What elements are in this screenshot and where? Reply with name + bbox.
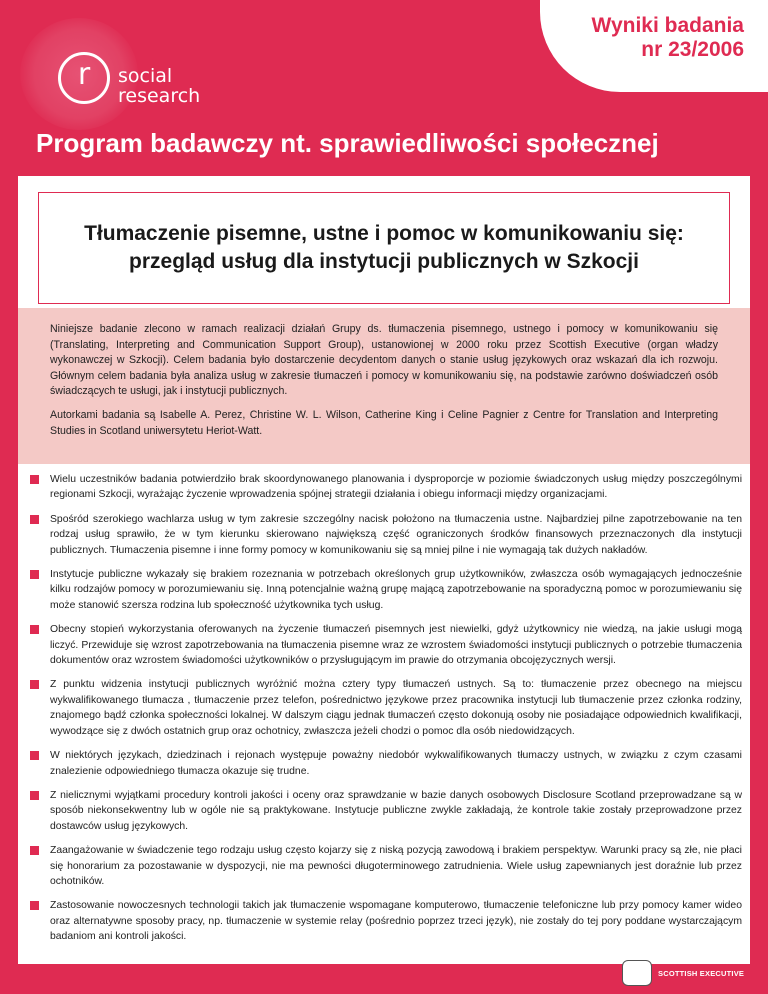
list-item-text: W niektórych językach, dziedzinach i rejonach występuje poważny niedobór wykwalifikowanych tłumaczy ustnych, w związku z czym czasami znalezienie odpowiedniego tłumacza okazuje się trudne.	[50, 750, 742, 777]
logo-line-2: research	[118, 85, 201, 107]
list-item	[30, 622, 742, 668]
report-badge	[540, 0, 768, 92]
publisher-name: SCOTTISH EXECUTIVE	[658, 969, 745, 978]
program-title: Program badawczy nt. sprawiedliwości społecznej	[36, 128, 659, 158]
summary-paragraph-2: Autorkami badania są Isabelle A. Perez, Christine W. L. Wilson, Catherine King i Celine Pagnier z Centre for Translation and Interpreting Studies in Scotland uniwersytetu Heriot-Watt.	[50, 408, 718, 437]
coat-of-arms-icon	[622, 960, 652, 986]
badge-line-2: nr 23/2006	[641, 38, 744, 61]
header	[0, 0, 768, 200]
bullet-square-icon	[30, 846, 39, 855]
bullet-square-icon	[30, 475, 39, 484]
report-number	[592, 14, 745, 62]
logo-line-1: social	[118, 65, 173, 87]
key-findings-list	[30, 472, 742, 954]
bullet-square-icon	[30, 751, 39, 760]
bullet-square-icon	[30, 625, 39, 634]
list-item-text: Spośród szerokiego wachlarza usług w tym zakresie szczególny nacisk położono na tłumaczenia ustne. Najbardziej pilne zapotrzebowanie na ten rodzaj usług sprawiło, że w tym kierunku skierowano największą część ograniczonych środków finansowych przeznaczonych dla instytucji publicznych. Tłumaczenia pisemne i inne formy pomocy w komunikowaniu się są mniej pilne i nie wymagają tak dużych nakładów.	[50, 513, 742, 556]
list-item	[30, 677, 742, 739]
list-item	[30, 512, 742, 558]
bullet-square-icon	[30, 791, 39, 800]
content-panel	[18, 176, 750, 964]
list-item	[30, 898, 742, 944]
bullet-square-icon	[30, 515, 39, 524]
bullet-square-icon	[30, 680, 39, 689]
list-item-text: Obecny stopień wykorzystania oferowanych na życzenie tłumaczeń pisemnych jest niewielki, gdyż użytkownicy nie wiedzą, na jakie usługi mogą liczyć. Przewiduje się wzrost zapotrzebowania na tłumaczenia pisemne wraz ze wzrostem świadomości instytucji publicznych o potrzebie tłumaczenia dokumentów oraz wzrostem świadomości użytkowników o przysługującym im prawie do otrzymania obcojęzycznych wersji.	[50, 624, 742, 667]
list-item	[30, 567, 742, 613]
badge-line-1: Wyniki badania	[591, 14, 744, 37]
document-title-box	[38, 192, 730, 304]
list-item	[30, 788, 742, 834]
logo-letter: r	[77, 57, 91, 92]
social-research-logo-icon	[58, 52, 110, 104]
list-item-text: Wielu uczestników badania potwierdziło brak skoordynowanego planowania i dysproporcje w poziomie świadczonych usług między poszczególnymi regionami Szkocji, wyrażając życzenie wprowadzenia spójnej strategii działania i obiegu informacji między organizacjami.	[50, 474, 742, 501]
list-item	[30, 748, 742, 779]
list-item-text: Zaangażowanie w świadczenie tego rodzaju usług często kojarzy się z niską pozycją zawodową i brakiem perspektyw. Warunki pracy są złe, nie płaci się honorarium za pozostawanie w dyspozycji, nie ma pewności długoterminowego zatrudnienia. Wiele usług zapewnianych jest doraźnie lub przez ochotników.	[50, 845, 742, 887]
list-item	[30, 843, 742, 889]
summary-paragraph-1: Niniejsze badanie zlecono w ramach realizacji działań Grupy ds. tłumaczenia pisemnego, ustnego i pomocy w komunikowaniu się (Translating, Interpreting and Communication Support Group), ustanowionej w 2000 roku przez Scottish Executive (organ władzy wykonawczej w Szkocji). Celem badania było dostarczenie decydentom danych o stanie usług językowych oraz wskazań dla ich rozwoju. Głównym celem badania była analiza usług w zakresie tłumaczeń i pomocy w komunikowaniu się, na podstawie zarówno doświadczeń osób świadczących te usługi, jak i instytucji publicznych.	[50, 323, 718, 398]
logo-text	[118, 66, 200, 106]
bullet-square-icon	[30, 570, 39, 579]
list-item-text: Instytucje publiczne wykazały się brakiem rozeznania w potrzebach określonych grup użytkowników, zwłaszcza osób wymagających jednocześnie kilku rodzajów pomocy w porozumiewaniu się. Inną potencjalnie ważną grupę mającą zapotrzebowanie na sporadyczną pomoc w porozumiewaniu się może stanowić szersza rodzina lub społeczność użytkownika tych usług.	[50, 569, 742, 611]
list-item-text: Z punktu widzenia instytucji publicznych wyróżnić można cztery typy tłumaczeń ustnych. Są to: tłumaczenie przez obecnego na miejscu wykwalifikowanego tłumacza , tłumaczenie przez telefon, pośrednictwo językowe przez pracownika instytucji lub tłumaczenie przez członka rodziny, znajomego bądź członka społeczności lokalnej. W dalszym ciągu jednak tłumaczeń często dokonują osoby nie posiadające odpowiednich kwalifikacji, wywodzące się z dwóch ostatnich grup oraz ochotnicy, zwłaszcza jeżeli chodzi o pomoc dla osób niedowidzących.	[50, 679, 742, 737]
title-line-2: przegląd usług dla instytucji publicznych w Szkocji	[129, 250, 639, 273]
bullet-square-icon	[30, 901, 39, 910]
list-item-text: Z nielicznymi wyjątkami procedury kontroli jakości i oceny oraz sprawdzanie w bazie danych osobowych Disclosure Scotland przeprowadzane są w sposób niekonsekwentny lub w ogóle nie są praktykowane. Instytucje publiczne zwykle zakładają, że kontrole takie zostały przeprowadzone przez dostawców usług językowych.	[50, 789, 742, 832]
list-item	[30, 472, 742, 503]
summary-box	[18, 308, 750, 464]
list-item-text: Zastosowanie nowoczesnych technologii takich jak tłumaczenie wspomagane komputerowo, tłumaczenie telefoniczne lub przy pomocy kamer wideo oraz alternatywne sposoby pracy, np. tłumaczenie w systemie relay (pośrednio poprzez trzeci język), nie zostały do tej pory poddane wystarczającym badaniom ani kontroli jakości.	[50, 900, 742, 943]
title-line-1: Tłumaczenie pisemne, ustne i pomoc w komunikowaniu się:	[84, 222, 684, 245]
